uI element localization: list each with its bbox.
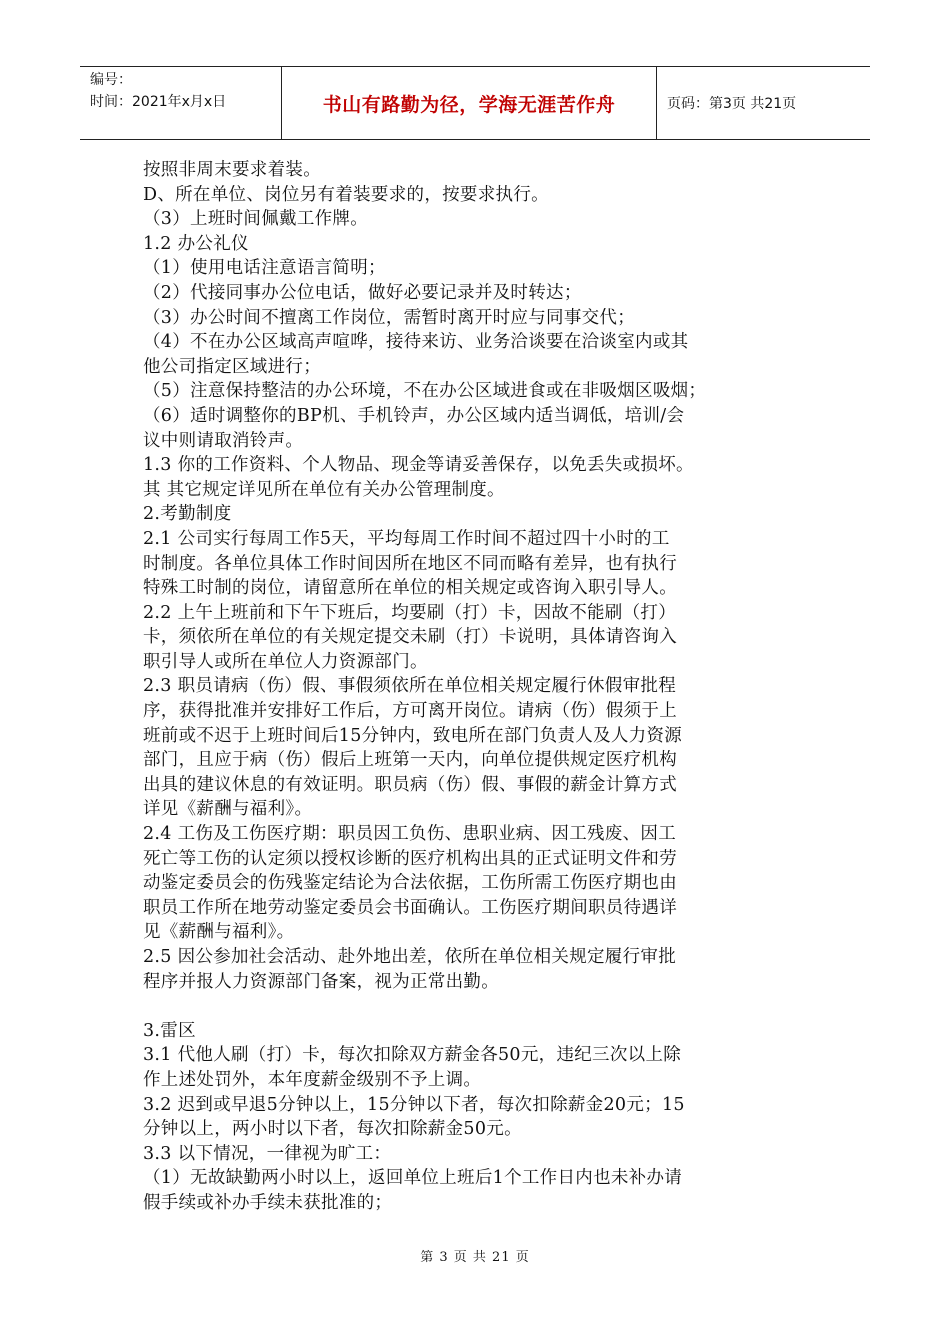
body-line: 程序并报人力资源部门备案，视为正常出勤。 [143, 971, 499, 992]
body-line [143, 994, 818, 1019]
body-line: 见《薪酬与福利》。 [143, 922, 295, 943]
body-line: （1）使用电话注意语言简明； [143, 258, 386, 279]
body-line: 2.3 职员请病（伤）假、事假须依所在单位相关规定履行休假审批程 [143, 676, 676, 697]
body-line: 职员工作所在地劳动鉴定委员会书面确认。工伤医疗期间职员待遇详 [143, 897, 677, 918]
body-line: 分钟以上，两小时以下者，每次扣除薪金50元。 [143, 1119, 522, 1140]
body-line: 2.5 因公参加社会活动、赴外地出差，依所在单位相关规定履行审批 [143, 947, 676, 967]
header-page-number: 页码：第3页 共21页 [667, 96, 797, 112]
body-line: D、所在单位、岗位另有着装要求的，按要求执行。 [143, 184, 549, 205]
body-line: 详见《薪酬与福利》。 [143, 799, 313, 820]
body-line: 2.2 上午上班前和下午下班后，均要刷（打）卡，因故不能刷（打） [143, 602, 676, 623]
body-line: 3.1 代他人刷（打）卡，每次扣除双方薪金各50元，违纪三次以上除 [143, 1045, 682, 1066]
body-line: （3）办公时间不擅离工作岗位，需暂时离开时应与同事交代； [143, 307, 636, 328]
body-line: 3.3 以下情况，一律视为旷工： [143, 1143, 392, 1164]
body-line: 1.3 你的工作资料、个人物品、现金等请妥善保存，以免丢失或损坏。 [143, 455, 694, 476]
body-line: 序，获得批准并安排好工作后，方可离开岗位。请病（伤）假须于上 [143, 701, 677, 722]
body-line: 职引导人或所在单位人力资源部门。 [143, 651, 428, 672]
body-line: 3.2 迟到或早退5分钟以上，15分钟以下者，每次扣除薪金20元；15 [143, 1094, 685, 1115]
body-line: 出具的建议休息的有效证明。职员病（伤）假、事假的薪金计算方式 [143, 774, 677, 795]
body-line: 部门，且应于病（伤）假后上班第一天内，向单位提供规定医疗机构 [143, 750, 677, 771]
header-motto: 书山有路勤为径，学海无涯苦作舟 [282, 67, 657, 139]
header-meta [80, 67, 282, 139]
document-date: 时间：2021年x月x日 [90, 94, 227, 110]
body-line: 班前或不迟于上班时间后15分钟内，致电所在部门负责人及人力资源 [143, 725, 683, 746]
body-line: （1）无故缺勤两小时以上，返回单位上班后1个工作日内也未补办请 [143, 1168, 683, 1189]
body-line: 2.4 工伤及工伤医疗期：职员因工负伤、患职业病、因工残废、因工 [143, 824, 676, 845]
body-line: （6）适时调整你的BP机、手机铃声，办公区域内适当调低，培训/会 [143, 405, 685, 426]
body-line: 3.雷区 [143, 1020, 196, 1041]
body-line: 议中则请取消铃声。 [143, 430, 304, 451]
body-line: 按照非周末要求着装。 [143, 160, 321, 180]
document-number-label: 编号： [90, 72, 132, 88]
document-body [143, 158, 818, 1216]
body-line: 死亡等工伤的认定须以授权诊断的医疗机构出具的正式证明文件和劳 [143, 848, 677, 869]
body-line: 假手续或补办手续未获批准的； [143, 1192, 393, 1213]
body-line: 作上述处罚外，本年度薪金级别不予上调。 [143, 1069, 482, 1090]
body-line: 动鉴定委员会的伤残鉴定结论为合法依据，工伤所需工伤医疗期也由 [143, 873, 677, 894]
body-line: 他公司指定区域进行； [143, 356, 321, 377]
body-line: 2.考勤制度 [143, 504, 232, 525]
body-line: 时制度。各单位具体工作时间因所在地区不同而略有差异，也有执行 [143, 553, 677, 574]
body-line: （3）上班时间佩戴工作牌。 [143, 209, 369, 230]
body-line: 特殊工时制的岗位，请留意所在单位的相关规定或咨询入职引导人。 [143, 578, 677, 599]
page-header [80, 66, 870, 140]
body-line: 卡，须依所在单位的有关规定提交未刷（打）卡说明，具体请咨询入 [143, 627, 677, 648]
body-line: 其 其它规定详见所在单位有关办公管理制度。 [143, 479, 505, 500]
body-line: （4）不在办公区域高声喧哗，接待来访、业务洽谈要在洽谈室内或其 [143, 332, 689, 353]
page-footer: 第 3 页 共 21 页 [420, 1250, 530, 1265]
body-line: 2.1 公司实行每周工作5天，平均每周工作时间不超过四十小时的工 [143, 528, 670, 549]
body-line: （5）注意保持整洁的办公环境，不在办公区域进食或在非吸烟区吸烟； [143, 381, 707, 402]
body-line: 1.2 办公礼仪 [143, 233, 249, 254]
body-line: （2）代接同事办公位电话，做好必要记录并及时转达； [143, 282, 582, 303]
